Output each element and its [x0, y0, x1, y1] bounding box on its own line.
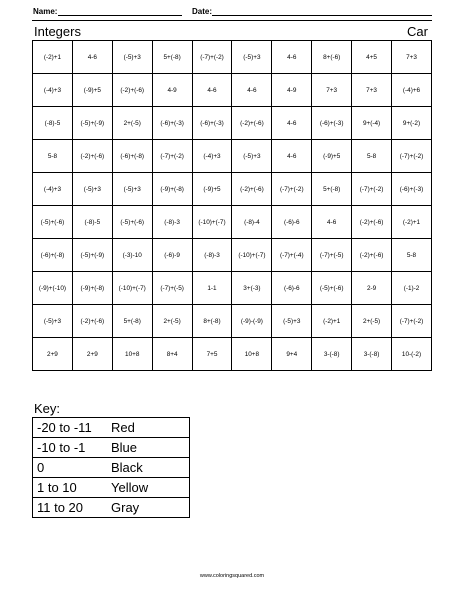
grid-cell[interactable]: 1-1 — [192, 272, 232, 305]
grid-cell[interactable]: (-2)+(-6) — [352, 239, 392, 272]
grid-cell[interactable]: (-4)+3 — [192, 140, 232, 173]
grid-cell[interactable]: (-5)+3 — [33, 305, 73, 338]
date-line — [212, 15, 432, 16]
grid-cell[interactable]: 10+8 — [112, 338, 152, 371]
grid-cell[interactable]: (-6)-9 — [152, 239, 192, 272]
grid-cell[interactable]: 4-9 — [272, 74, 312, 107]
grid-row — [33, 41, 432, 74]
title-row — [32, 20, 432, 41]
grid-cell[interactable]: 8+(-8) — [192, 305, 232, 338]
grid-cell[interactable]: 2+(-5) — [352, 305, 392, 338]
grid-cell[interactable]: (-7)+(-2) — [392, 305, 432, 338]
grid-cell[interactable]: (-8)-3 — [192, 239, 232, 272]
key-range: -20 to -11 — [33, 418, 108, 438]
grid-cell[interactable]: 4-6 — [232, 74, 272, 107]
grid-cell[interactable]: (-6)+(-3) — [192, 107, 232, 140]
grid-cell[interactable]: (-5)+3 — [112, 173, 152, 206]
grid-cell[interactable]: 3+(-3) — [232, 272, 272, 305]
picture-title: Car — [407, 24, 428, 39]
grid-cell[interactable]: (-3)-10 — [112, 239, 152, 272]
grid-cell[interactable]: 4-6 — [272, 140, 312, 173]
grid-cell[interactable]: 7+3 — [312, 74, 352, 107]
key-range: 11 to 20 — [33, 498, 108, 518]
grid-cell[interactable]: (-6)-6 — [272, 206, 312, 239]
key-row — [33, 458, 190, 478]
grid-cell[interactable]: (-8)-5 — [72, 206, 112, 239]
grid-cell[interactable]: 5-8 — [392, 239, 432, 272]
grid-row — [33, 173, 432, 206]
grid-cell[interactable]: 4-6 — [272, 107, 312, 140]
grid-cell[interactable]: (-6)+(-3) — [312, 107, 352, 140]
grid-cell[interactable]: (-6)+(-8) — [112, 140, 152, 173]
key-color: Blue — [107, 438, 190, 458]
name-line — [58, 15, 182, 16]
key-label: Key: — [34, 401, 61, 416]
grid-cell[interactable]: 10-(-2) — [392, 338, 432, 371]
grid-cell[interactable]: 3-(-8) — [352, 338, 392, 371]
grid-cell[interactable]: (-8)-4 — [232, 206, 272, 239]
grid-row — [33, 239, 432, 272]
grid-row — [33, 338, 432, 371]
grid-cell[interactable]: 2+(-5) — [112, 107, 152, 140]
grid-cell[interactable]: (-9)-(-9) — [232, 305, 272, 338]
key-row — [33, 418, 190, 438]
grid-cell[interactable]: (-2)+(-6) — [352, 206, 392, 239]
grid-cell[interactable]: (-5)+3 — [232, 41, 272, 74]
grid-cell[interactable]: 7+3 — [352, 74, 392, 107]
grid-cell[interactable]: (-7)+(-5) — [152, 272, 192, 305]
grid-cell[interactable]: 9+(-4) — [352, 107, 392, 140]
grid-cell[interactable]: (-7)+(-2) — [192, 41, 232, 74]
grid-cell[interactable]: 5+(-8) — [152, 41, 192, 74]
grid-cell[interactable]: (-5)+3 — [232, 140, 272, 173]
grid-cell[interactable]: 2+9 — [72, 338, 112, 371]
grid-cell[interactable]: 7+5 — [192, 338, 232, 371]
grid-cell[interactable]: (-6)+(-8) — [33, 239, 73, 272]
grid-cell[interactable]: (-10)+(-7) — [232, 239, 272, 272]
key-color: Yellow — [107, 478, 190, 498]
grid-cell[interactable]: (-7)+(-2) — [152, 140, 192, 173]
grid-cell[interactable]: (-5)+(-6) — [112, 206, 152, 239]
grid-cell[interactable]: (-2)+(-6) — [112, 74, 152, 107]
footer-url: www.coloringsquared.com — [199, 573, 265, 579]
grid-cell[interactable]: (-5)+(-6) — [312, 272, 352, 305]
grid-row — [33, 74, 432, 107]
worksheet-title: Integers — [34, 24, 81, 39]
grid-cell[interactable]: (-8)-3 — [152, 206, 192, 239]
grid-cell[interactable]: (-7)+(-4) — [272, 239, 312, 272]
grid-cell[interactable]: 5+(-8) — [112, 305, 152, 338]
grid-cell[interactable]: 2-9 — [352, 272, 392, 305]
grid-cell[interactable]: (-1)-2 — [392, 272, 432, 305]
problem-grid — [32, 40, 432, 371]
grid-cell[interactable]: (-5)+(-6) — [33, 206, 73, 239]
grid-cell[interactable]: 8+4 — [152, 338, 192, 371]
grid-row — [33, 140, 432, 173]
grid-cell[interactable]: (-5)+3 — [72, 173, 112, 206]
grid-cell[interactable]: (-4)+3 — [33, 74, 73, 107]
grid-cell[interactable]: 4-6 — [312, 206, 352, 239]
grid-cell[interactable]: 4-9 — [152, 74, 192, 107]
grid-cell[interactable]: (-10)+(-7) — [112, 272, 152, 305]
date-label: Date: — [192, 7, 213, 16]
grid-cell[interactable]: (-2)+(-6) — [232, 107, 272, 140]
key-row — [33, 478, 190, 498]
grid-cell[interactable]: (-9)+(-8) — [152, 173, 192, 206]
grid-cell[interactable]: (-2)+1 — [392, 206, 432, 239]
grid-cell[interactable]: (-6)-6 — [272, 272, 312, 305]
grid-row — [33, 272, 432, 305]
name-label: Name: — [33, 7, 58, 16]
grid-cell[interactable]: (-2)+(-6) — [72, 140, 112, 173]
grid-cell[interactable]: (-2)+1 — [33, 41, 73, 74]
key-color: Black — [107, 458, 190, 478]
grid-cell[interactable]: 5+(-8) — [312, 173, 352, 206]
key-color: Gray — [107, 498, 190, 518]
grid-cell[interactable]: (-7)+(-2) — [392, 140, 432, 173]
grid-cell[interactable]: (-9)+5 — [312, 140, 352, 173]
grid-row — [33, 305, 432, 338]
key-range: 1 to 10 — [33, 478, 108, 498]
key-range: 0 — [33, 458, 108, 478]
grid-cell[interactable]: (-2)+(-6) — [72, 305, 112, 338]
grid-cell[interactable]: (-4)+3 — [33, 173, 73, 206]
grid-row — [33, 206, 432, 239]
grid-cell[interactable]: (-8)-5 — [33, 107, 73, 140]
grid-cell[interactable]: (-9)+5 — [192, 173, 232, 206]
grid-cell[interactable]: 3-(-8) — [312, 338, 352, 371]
grid-cell[interactable]: (-4)+6 — [392, 74, 432, 107]
grid-cell[interactable]: 2+(-5) — [152, 305, 192, 338]
grid-cell[interactable]: 4-6 — [272, 41, 312, 74]
grid-cell[interactable]: 2+9 — [33, 338, 73, 371]
key-row — [33, 438, 190, 458]
color-key-table — [32, 417, 190, 518]
grid-cell[interactable]: (-9)+(-10) — [33, 272, 73, 305]
grid-cell[interactable]: 8+(-6) — [312, 41, 352, 74]
grid-cell[interactable]: 4-6 — [72, 41, 112, 74]
grid-cell[interactable]: 9+4 — [272, 338, 312, 371]
grid-cell[interactable]: (-5)+3 — [112, 41, 152, 74]
grid-cell[interactable]: 5-8 — [33, 140, 73, 173]
key-row — [33, 498, 190, 518]
grid-cell[interactable]: (-5)+(-9) — [72, 239, 112, 272]
grid-cell[interactable]: 4-6 — [192, 74, 232, 107]
grid-cell[interactable]: (-9)+(-8) — [72, 272, 112, 305]
grid-cell[interactable]: (-7)+(-5) — [312, 239, 352, 272]
grid-cell[interactable]: (-2)+1 — [312, 305, 352, 338]
grid-cell[interactable]: (-10)+(-7) — [192, 206, 232, 239]
grid-cell[interactable]: 4+5 — [352, 41, 392, 74]
grid-cell[interactable]: 5-8 — [352, 140, 392, 173]
grid-cell[interactable]: (-2)+(-6) — [232, 173, 272, 206]
grid-cell[interactable]: (-7)+(-2) — [352, 173, 392, 206]
grid-cell[interactable]: (-7)+(-2) — [272, 173, 312, 206]
grid-cell[interactable]: 9+(-2) — [392, 107, 432, 140]
grid-cell[interactable]: (-6)+(-3) — [152, 107, 192, 140]
grid-cell[interactable]: (-5)+(-9) — [72, 107, 112, 140]
grid-cell[interactable]: 7+3 — [392, 41, 432, 74]
grid-cell[interactable]: 10+8 — [232, 338, 272, 371]
grid-cell[interactable]: (-9)+5 — [72, 74, 112, 107]
key-range: -10 to -1 — [33, 438, 108, 458]
key-color: Red — [107, 418, 190, 438]
grid-row — [33, 107, 432, 140]
grid-cell[interactable]: (-5)+3 — [272, 305, 312, 338]
grid-cell[interactable]: (-6)+(-3) — [392, 173, 432, 206]
